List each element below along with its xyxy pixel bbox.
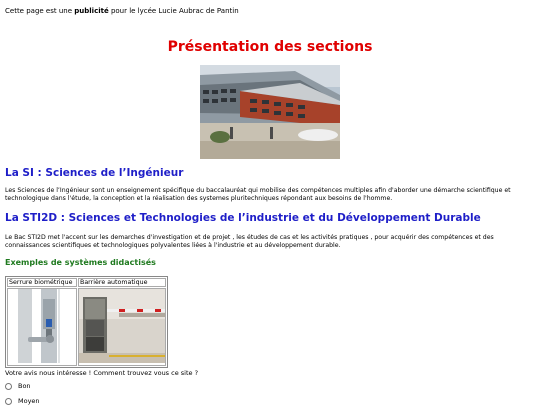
table-row [7,288,166,366]
survey-option-moyen[interactable] [5,397,40,405]
ad-notice [5,7,239,15]
examples-table [5,276,168,368]
sti2d-description: Le Bac STI2D met l'accent sur les demarches d'investigation et de projet , les études de cas et les activités pratiques , pour acquérir des compétences et des connaissances scientifiques et technologiques polyvalentes liées à l'industrie et au développement durable. [5,234,494,250]
survey-option-bon[interactable] [5,382,31,390]
survey-question: Votre avis nous intéresse ! Comment trouvez vous ce site ? [5,369,199,377]
sti2d-heading: La STI2D : Sciences et Technologies de l’industrie et du Développement Durable [5,212,481,224]
school-building-image [200,65,340,159]
table-header-row [7,278,166,287]
page-title: Présentation des sections [167,39,373,55]
column-header-lock: Serrure biométrique [7,278,77,287]
notice-text-start: Cette page est une [5,7,75,15]
option-label-moyen: Moyen [18,397,40,405]
notice-bold-word: publicité [74,7,109,15]
option-label-bon: Bon [18,382,31,390]
automatic-barrier-image [78,288,166,366]
radio-bon[interactable] [5,383,12,390]
notice-text-end: pour le lycée Lucie Aubrac de Pantin [108,7,239,15]
biometric-lock-image [7,288,77,366]
radio-moyen[interactable] [5,398,12,405]
si-heading: La SI : Sciences de l’Ingénieur [5,167,184,179]
si-description: Les Sciences de l’Ingénieur sont un enseignement spécifique du baccalauréat qui mobilise des compétences multiples afin d'aborder une démarche scientifique et technologique dans l'étude, la conception et la réalisation des systemes pluritechniques répondant aux besoins de l'homme. [5,187,511,203]
examples-heading: Exemples de systèmes didactisés [5,258,156,267]
column-header-barrier: Barrière automatique [78,278,166,287]
